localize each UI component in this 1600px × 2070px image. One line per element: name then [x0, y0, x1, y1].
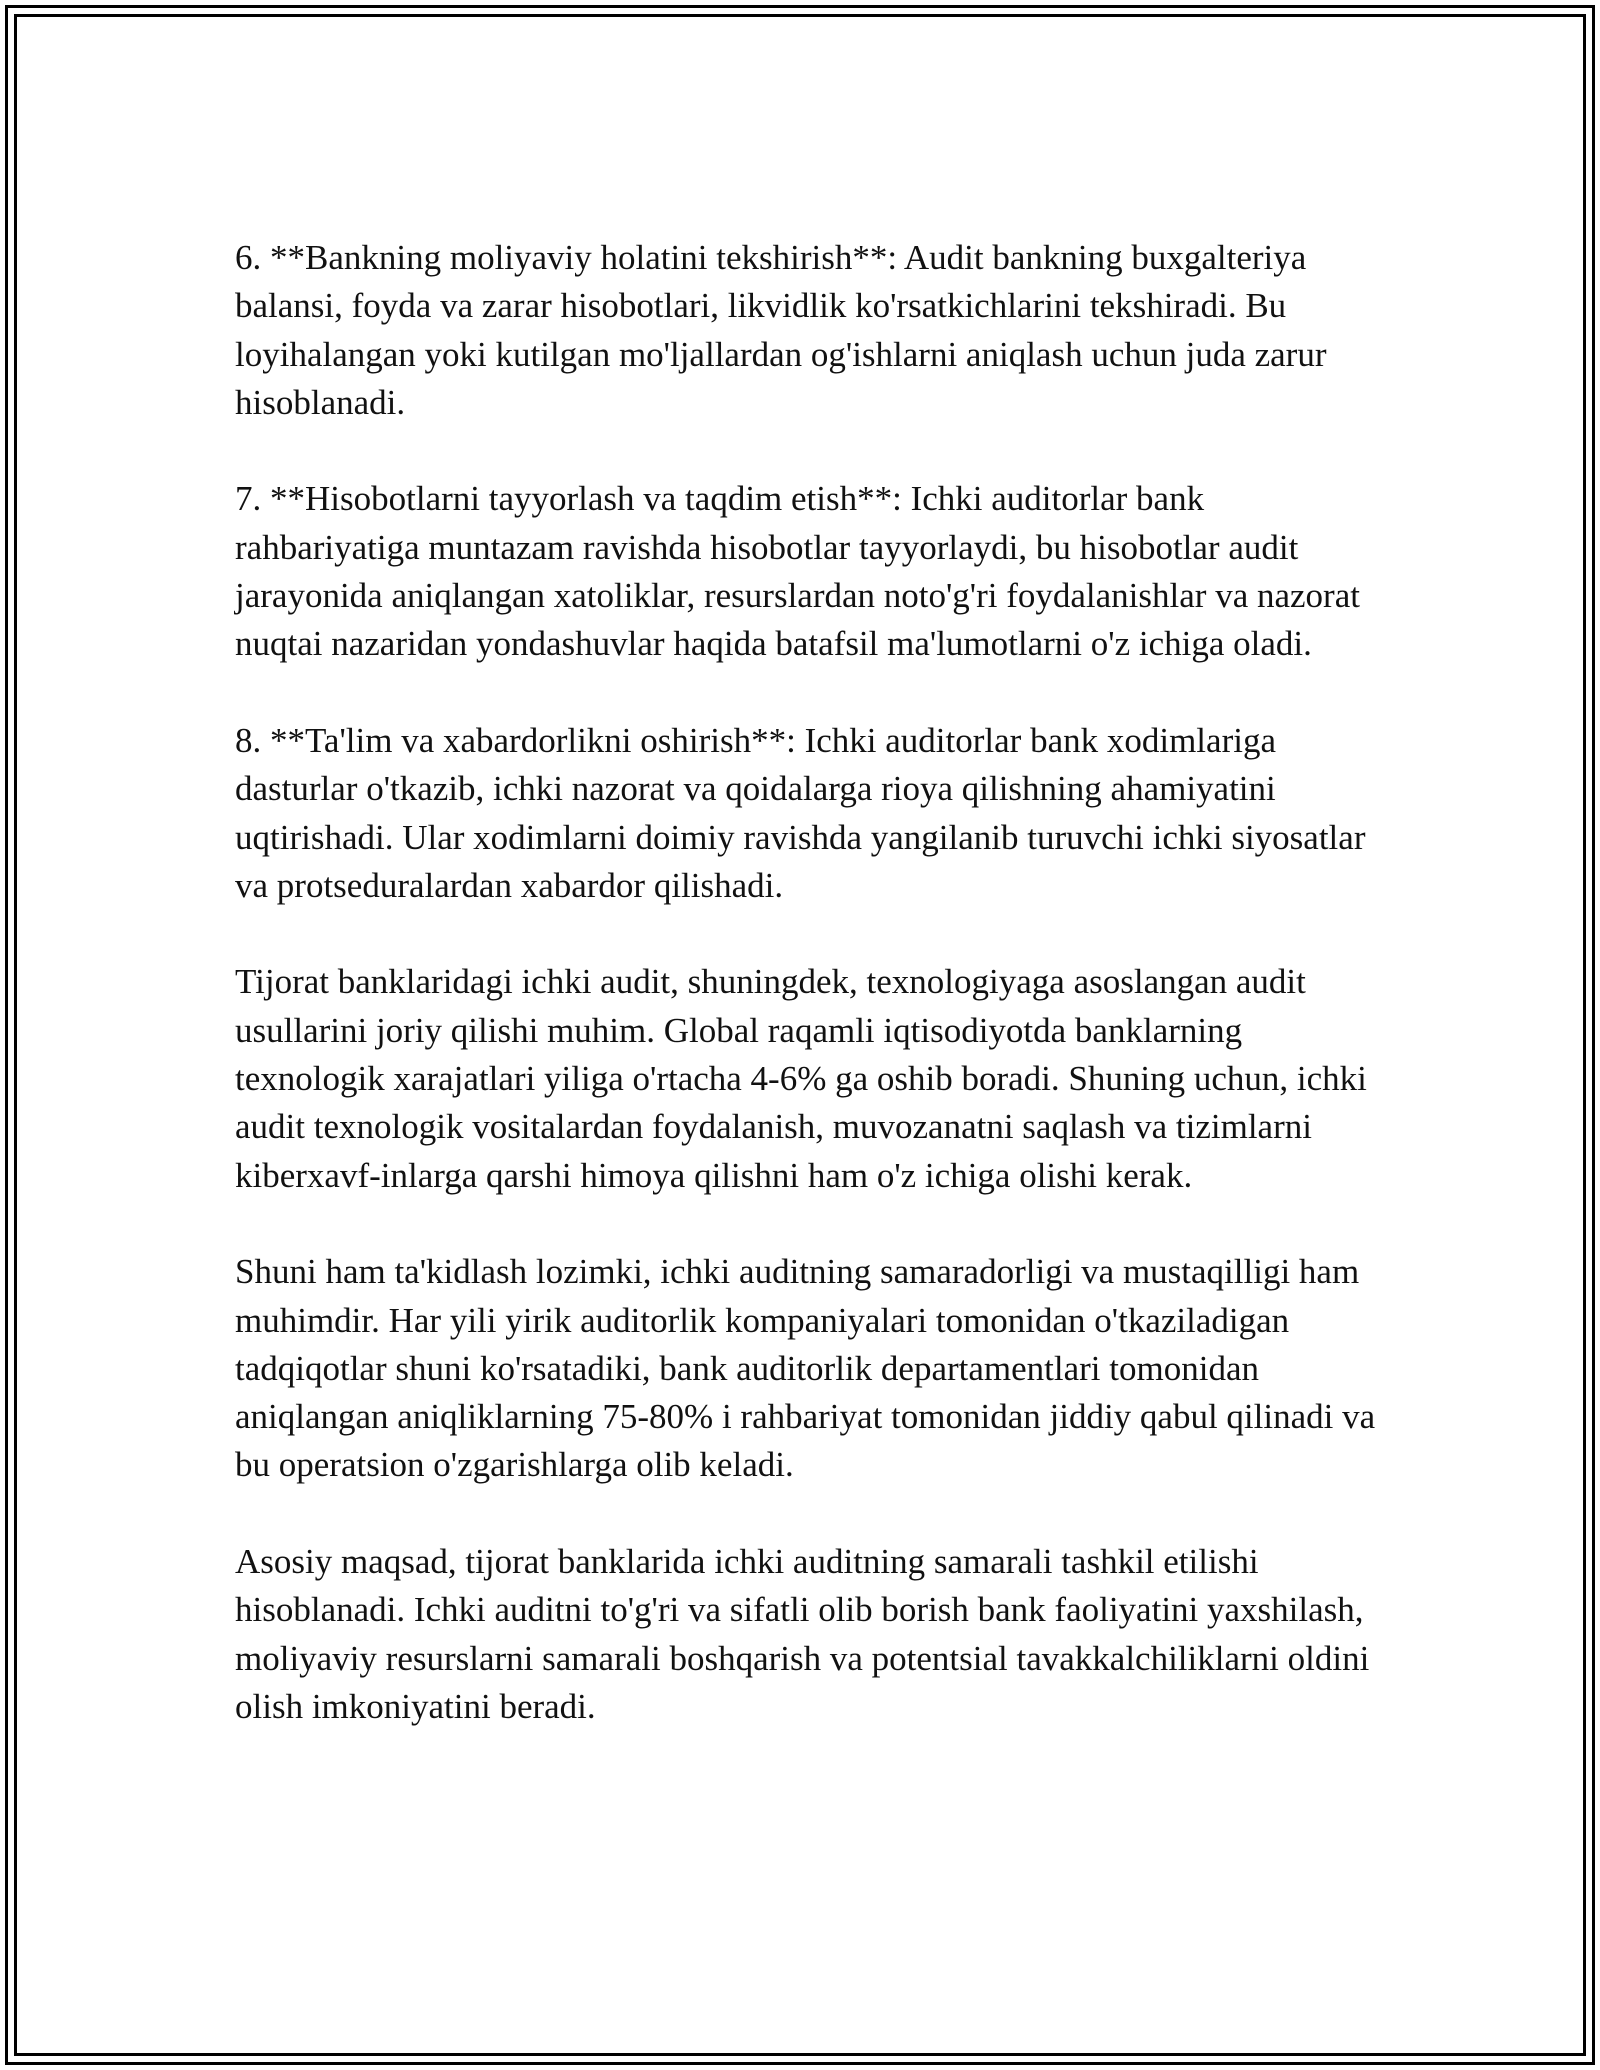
- document-body: [235, 234, 1385, 1780]
- paragraph-audit-effectiveness: Shuni ham ta'kidlash lozimki, ichki auditning samaradorligi va mustaqilligi ham muhimdir. Har yili yirik auditorlik kompaniyalari tomonidan o'tkaziladigan tadqiqotlar shuni ko'rsatadiki, bank auditorlik departamentlari tomonidan aniqlangan aniqliklarning 75-80% i rahbariyat tomonidan jiddiy qabul qilinadi va bu operatsion o'zgarishlarga olib keladi.: [235, 1252, 1376, 1485]
- paragraph-training-awareness: 8. **Ta'lim va xabardorlikni oshirish**: Ichki auditorlar bank xodimlariga dasturlar o'tkazib, ichki nazorat va qoidalarga rioya qilishning ahamiyatini uqtirishadi. Ular xodimlarni doimiy ravishda yangilanib turuvchi ichki siyosatlar va protseduralardan xabardor qilishadi.: [235, 720, 1366, 905]
- paragraph-report-preparation: 7. **Hisobotlarni tayyorlash va taqdim etish**: Ichki auditorlar bank rahbariyatiga muntazam ravishda hisobotlar tayyorlaydi, bu hisobotlar audit jarayonida aniqlangan xatoliklar, resurslardan noto'g'ri foydalanishlar va nazorat nuqtai nazaridan yondashuvlar haqida batafsil ma'lumotlarni o'z ichiga oladi.: [235, 479, 1360, 664]
- paragraph-technology-audit: Tijorat banklaridagi ichki audit, shuningdek, texnologiyaga asoslangan audit usullarini joriy qilishi muhim. Global raqamli iqtisodiyotda banklarning texnologik xarajatlari yiliga o'rtacha 4-6% ga oshib boradi. Shuning uchun, ichki audit texnologik vositalardan foydalanish, muvozanatni saqlash va tizimlarni kiberxavf-inlarga qarshi himoya qilishni ham o'z ichiga olishi kerak.: [235, 962, 1367, 1195]
- paragraph-main-goal: Asosiy maqsad, tijorat banklarida ichki auditning samarali tashkil etilishi hisoblanadi. Ichki auditni to'g'ri va sifatli olib borish bank faoliyatini yaxshilash, moliyaviy resurslarni samarali boshqarish va potentsial tavakkalchiliklarni oldini olish imkoniyatini beradi.: [235, 1542, 1370, 1726]
- paragraph-bank-financial-audit: 6. **Bankning moliyaviy holatini tekshirish**: Audit bankning buxgalteriya balansi, foyda va zarar hisobotlari, likvidlik ko'rsatkichlarini tekshiradi. Bu loyihalangan yoki kutilgan mo'ljallardan og'ishlarni aniqlash uchun juda zarur hisoblanadi.: [235, 238, 1327, 422]
